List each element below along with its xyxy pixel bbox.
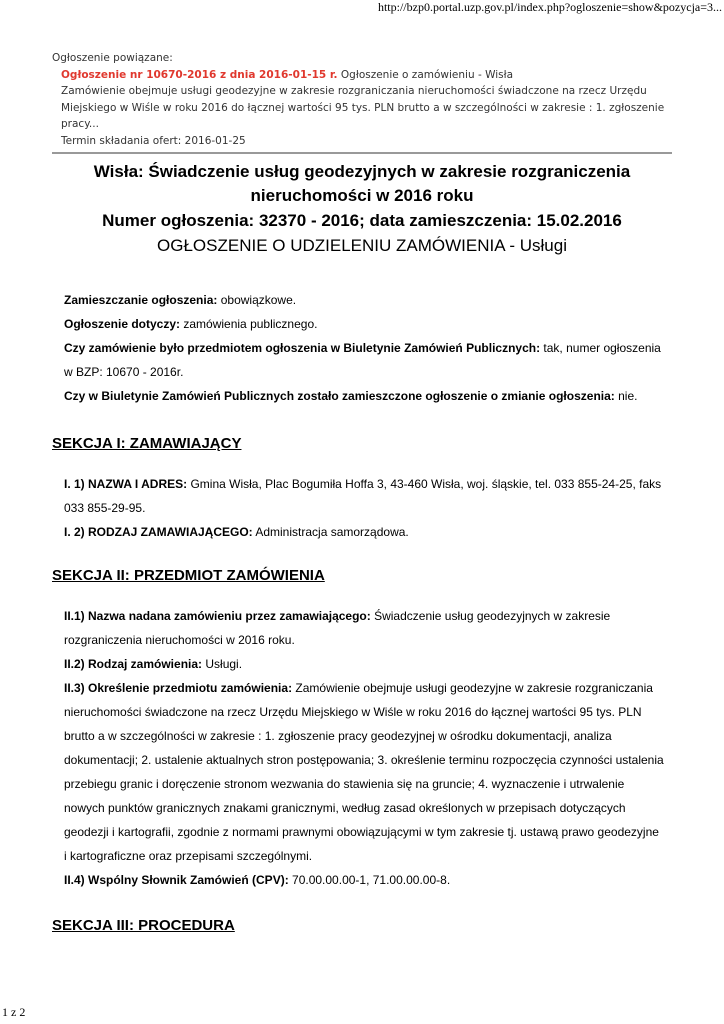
related-desc-line: pracy...	[61, 118, 99, 130]
section-heading-1: SEKCJA I: ZAMAWIAJĄCY	[52, 435, 242, 452]
section-heading-2: SEKCJA II: PRZEDMIOT ZAMÓWIENIA	[52, 567, 325, 584]
field-bzp-number: w BZP: 10670 - 2016r.	[64, 365, 184, 379]
field-cpv: II.4) Wspólny Słownik Zamówień (CPV): 70.00.00.00-1, 71.00.00.00-8.	[64, 873, 451, 887]
related-deadline: Termin składania ofert: 2016-01-25	[61, 134, 246, 147]
subject-line: przebiegu granic i doręczenie stronom wezwania do stawienia się na gruncie; 4. wyznaczenie i utrwalenie	[64, 777, 625, 791]
field-contract-name-cont: rozgraniczenia nieruchomości w 2016 roku.	[64, 633, 295, 647]
notice-number: Numer ogłoszenia: 32370 - 2016; data zamieszczenia: 15.02.2016	[102, 211, 622, 230]
divider	[52, 152, 672, 154]
title-line: Wisła: Świadczenie usług geodezyjnych w zakresie rozgraniczenia	[93, 162, 631, 181]
field-contracting-type: I. 2) RODZAJ ZAMAWIAJĄCEGO: Administracja samorządowa.	[64, 525, 409, 539]
field-name-address: I. 1) NAZWA I ADRES: Gmina Wisła, Plac Bogumiła Hoffa 3, 43-460 Wisła, woj. śląskie, tel. 033 855-24-25, faks	[64, 477, 662, 491]
print-header-url: http://bzp0.portal.uzp.gov.pl/index.php?ogloszenie=show&pozycja=3...	[377, 0, 722, 14]
related-heading: Ogłoszenie powiązane:	[52, 52, 173, 64]
field-contract-kind: II.2) Rodzaj zamówienia: Usługi.	[64, 657, 243, 671]
related-notice-link[interactable]: Ogłoszenie nr 10670-2016 z dnia 2016-01-15 r.	[61, 68, 338, 81]
related-notice-title: Ogłoszenie o zamówieniu - Wisła	[337, 68, 514, 81]
notice-type: OGŁOSZENIE O UDZIELENIU ZAMÓWIENIA - Usługi	[157, 236, 567, 255]
field-fax: 033 855-29-95.	[64, 501, 146, 515]
print-page-number: 1 z 2	[2, 1005, 26, 1019]
subject-line: nieruchomości świadczone na rzecz Urzędu Miejskiego w Wiśle w roku 2016 do łącznej wartości 95 tys. PLN	[64, 705, 642, 719]
notice-body	[52, 288, 672, 936]
subject-line: i kartograficzne oraz przepisami szczególnymi.	[64, 849, 313, 863]
field-bzp-change: Czy w Biuletynie Zamówień Publicznych zostało zamieszczone ogłoszenie o zmianie ogłoszenia: nie.	[64, 389, 638, 403]
field-bzp-published: Czy zamówienie było przedmiotem ogłoszenia w Biuletynie Zamówień Publicznych: tak, numer ogłoszenia	[64, 341, 661, 355]
subject-line: geodezji i kartografii, zgodnie z normami prawnymi obowiązującymi w tym zakresie tj. ustawą prawo geodezyjne	[64, 825, 659, 839]
notice-title	[52, 160, 672, 258]
subject-line: nowych punktów granicznych znakami granicznymi, według zasad określonych w przepisach dotyczących	[64, 801, 626, 815]
field-posting: Zamieszczanie ogłoszenia: obowiązkowe.	[64, 293, 297, 307]
subject-line: dokumentacji; 2. ustalenie aktualnych stron postępowania; 3. określenie terminu rozpoczęcia czynności ustalenia	[64, 753, 664, 767]
related-desc-line: Zamówienie obejmuje usługi geodezyjne w zakresie rozgraniczania nieruchomości świadczone na rzecz Urzędu	[61, 85, 647, 97]
field-contract-name: II.1) Nazwa nadana zamówieniu przez zamawiającego: Świadczenie usług geodezyjnych w zakresie	[64, 609, 611, 623]
field-subject: II.3) Określenie przedmiotu zamówienia: Zamówienie obejmuje usługi geodezyjne w zakresie rozgraniczania	[64, 681, 653, 695]
related-desc-line: Miejskiego w Wiśle w roku 2016 do łącznej wartości 95 tys. PLN brutto a w szczególności w zakresie : 1. zgłoszenie	[61, 101, 665, 114]
title-line: nieruchomości w 2016 roku	[250, 186, 474, 205]
related-notice	[52, 50, 672, 149]
section-heading-3: SEKCJA III: PROCEDURA	[52, 917, 235, 934]
subject-line: brutto a w szczególności w zakresie : 1. zgłoszenie pracy geodezyjnej w ośrodku dokumentacji, analiza	[64, 729, 612, 743]
field-concerns: Ogłoszenie dotyczy: zamówienia publicznego.	[64, 317, 318, 331]
